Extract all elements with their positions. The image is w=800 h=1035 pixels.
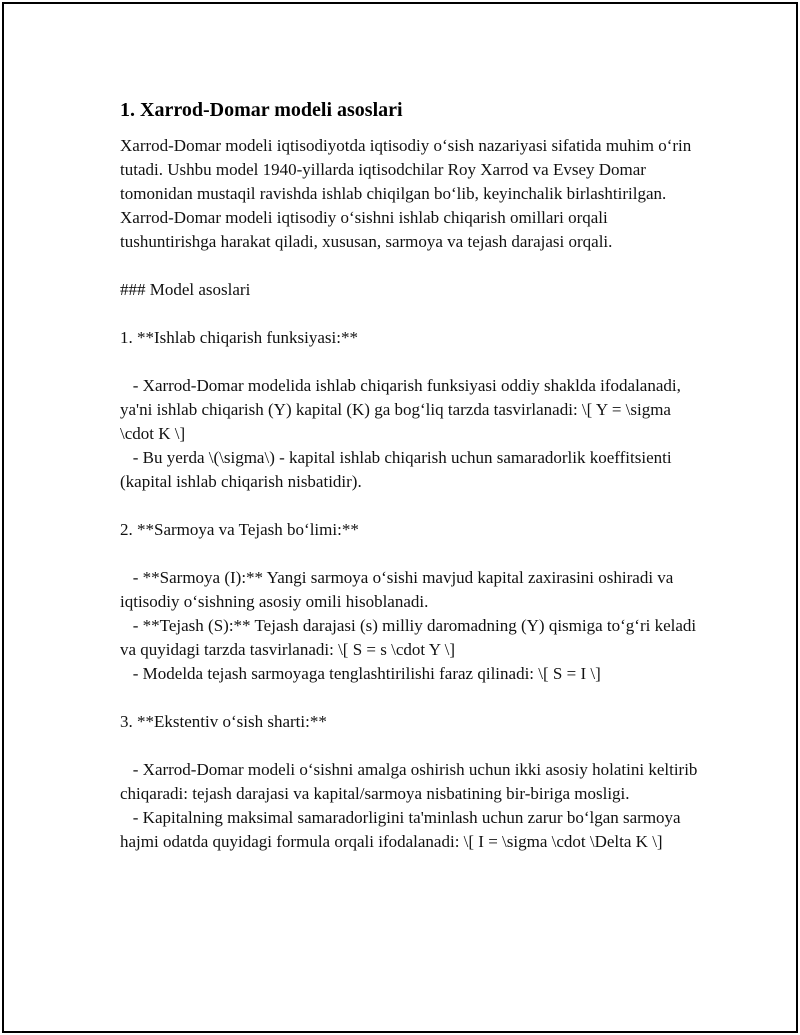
- list-item-2-heading: 2. **Sarmoya va Tejash boʻlimi:**: [120, 520, 359, 539]
- list-item-3-body: - Xarrod-Domar modeli oʻsishni amalga oshirish uchun ikki asosiy holatini keltirib chiqaradi: tejash darajasi va kapital/sarmoya nisbatining bir-biriga mosligi. - Kapitalning maksimal samaradorligini ta'minlash uchun zarur boʻlgan sarmoya hajmi odatda quyidagi formula orqali ifodalanadi: \[ I = \sigma \cdot \Delta K \]: [120, 760, 698, 851]
- list-item-1-body: - Xarrod-Domar modelida ishlab chiqarish funksiyasi oddiy shaklda ifodalanadi, ya'ni ishlab chiqarish (Y) kapital (K) ga bogʻliq tarzda tasvirlanadi: \[ Y = \sigma \cdot K \] - Bu yerda \(\sigma\) - kapital ishlab chiqarish uchun samaradorlik koeffitsienti (kapital ishlab chiqarish nisbatidir).: [120, 376, 681, 491]
- section-heading-model-asoslari: ### Model asoslari: [120, 280, 251, 299]
- list-item-3-heading: 3. **Ekstentiv oʻsish sharti:**: [120, 712, 327, 731]
- document-title: 1. Xarrod-Domar modeli asoslari: [120, 99, 403, 121]
- list-item-1-heading: 1. **Ishlab chiqarish funksiyasi:**: [120, 328, 358, 347]
- document-content: [120, 96, 700, 854]
- page-frame: [2, 2, 798, 1033]
- intro-paragraph: Xarrod-Domar modeli iqtisodiyotda iqtisodiy oʻsish nazariyasi sifatida muhim oʻrin tutadi. Ushbu model 1940-yillarda iqtisodchilar Roy Xarrod va Evsey Domar tomonidan mustaqil ravishda ishlab chiqilgan boʻlib, keyinchalik birlashtirilgan. Xarrod-Domar modeli iqtisodiy oʻsishni ishlab chiqarish omillari orqali tushuntirishga harakat qiladi, xususan, sarmoya va tejash darajasi orqali.: [120, 136, 696, 251]
- list-item-2-body: - **Sarmoya (I):** Yangi sarmoya oʻsishi mavjud kapital zaxirasini oshiradi va iqtisodiy oʻsishning asosiy omili hisoblanadi. - **Tejash (S):** Tejash darajasi (s) milliy daromadning (Y) qismiga toʻgʻri keladi va quyidagi tarzda tasvirlanadi: \[ S = s \cdot Y \] - Modelda tejash sarmoyaga tenglashtirilishi faraz qilinadi: \[ S = I \]: [120, 568, 697, 683]
